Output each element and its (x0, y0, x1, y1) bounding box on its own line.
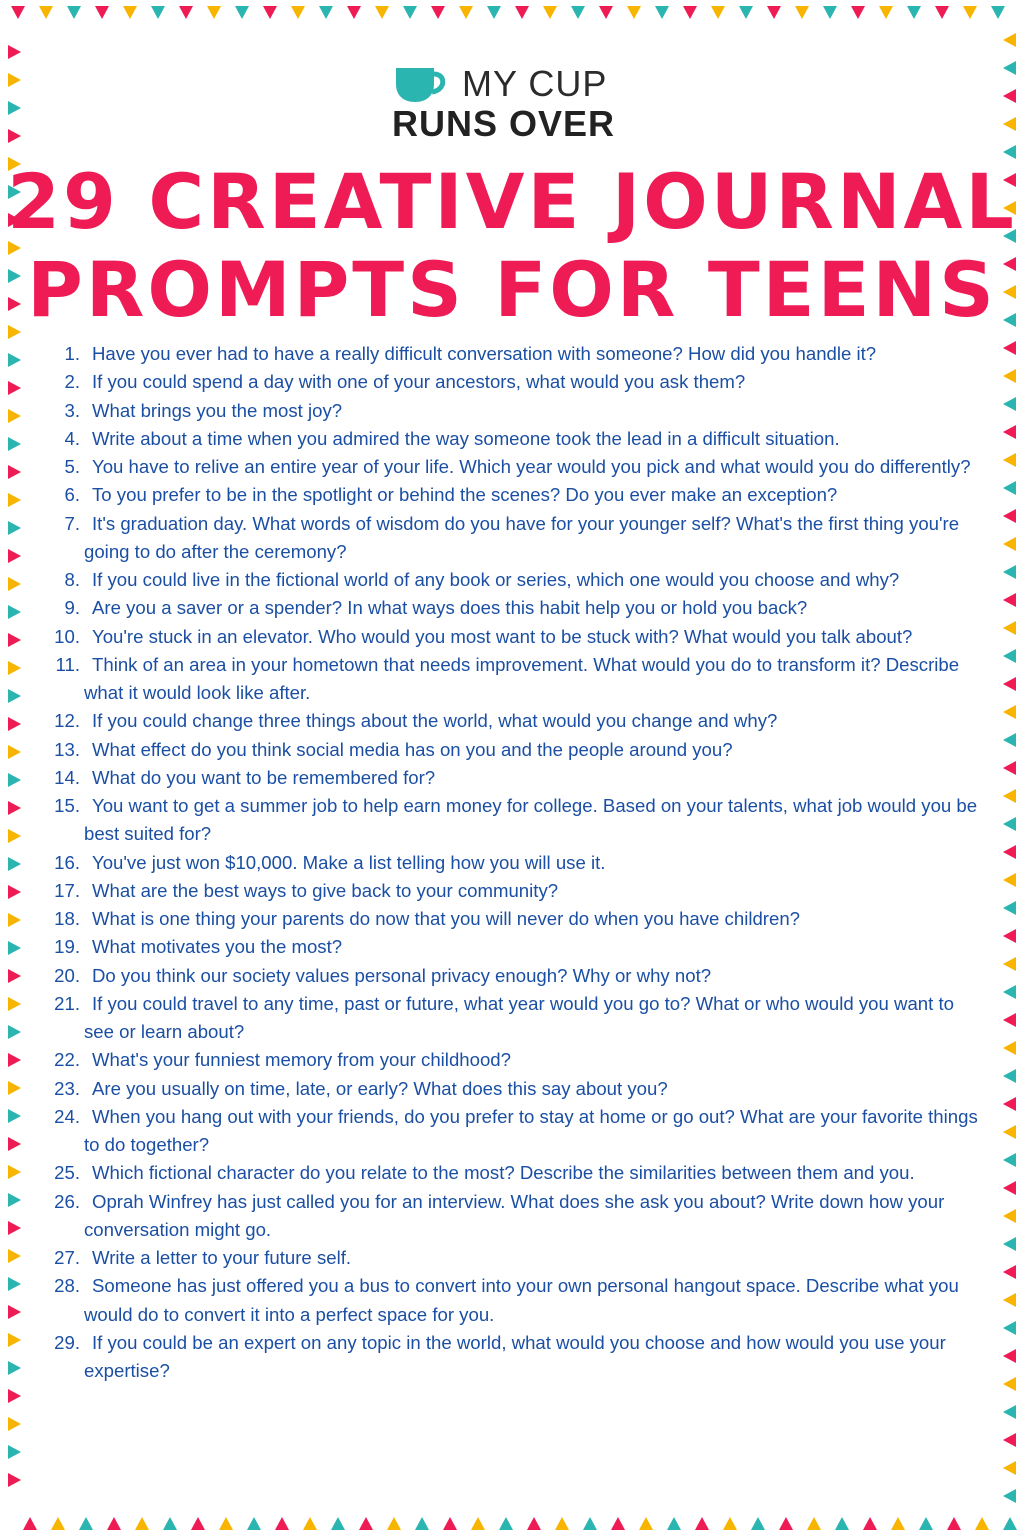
prompt-text: Oprah Winfrey has just called you for an interview. What does she ask you about? Write down how your conversation might go. (84, 1190, 945, 1240)
bunting-triangle (123, 6, 137, 19)
bunting-triangle (1003, 1489, 1016, 1503)
prompt-text: If you could travel to any time, past or future, what year would you go to? What or who would you want to see or learn about? (84, 992, 954, 1042)
list-item (50, 651, 980, 708)
bunting-triangle (319, 6, 333, 19)
bunting-triangle (1003, 1069, 1016, 1083)
bunting-triangle (8, 1445, 21, 1459)
bunting-triangle (135, 1517, 149, 1530)
bunting-triangle (1003, 677, 1016, 691)
list-item (50, 453, 980, 481)
list-item (50, 340, 980, 368)
bunting-triangle (443, 1517, 457, 1530)
bunting-triangle (8, 689, 21, 703)
list-item (50, 1075, 980, 1103)
bunting-triangle (375, 6, 389, 19)
bunting-triangle (1003, 789, 1016, 803)
bunting-triangle (583, 1517, 597, 1530)
bunting-triangle (599, 6, 613, 19)
prompt-number: 29. (54, 1331, 80, 1353)
bunting-triangle (275, 1517, 289, 1530)
bunting-triangle (8, 801, 21, 815)
bunting-triangle (1003, 1405, 1016, 1419)
bunting-triangle (807, 1517, 821, 1530)
prompt-number: 17. (54, 879, 80, 901)
prompt-text: You want to get a summer job to help earn money for college. Based on your talents, what job would you be best suited for? (84, 795, 978, 845)
bunting-triangle (1003, 929, 1016, 943)
bunting-triangle (8, 1137, 21, 1151)
prompt-number: 5. (64, 456, 80, 477)
prompt-number: 27. (54, 1247, 80, 1268)
list-item (50, 566, 980, 594)
bunting-triangle (1003, 565, 1016, 579)
bunting-triangle (1003, 1293, 1016, 1307)
bunting-triangle (8, 857, 21, 871)
bunting-triangle (235, 6, 249, 19)
bunting-triangle (991, 6, 1005, 19)
prompt-number: 26. (54, 1190, 80, 1212)
bunting-triangle (8, 997, 21, 1011)
list-item (50, 397, 980, 425)
brand-logo (0, 60, 1024, 144)
prompt-text: Are you a saver or a spender? In what ways does this habit help you or hold you back? (92, 597, 808, 619)
bunting-triangle (1003, 397, 1016, 411)
bunting-triangle (8, 661, 21, 675)
bunting-triangle (1003, 509, 1016, 523)
logo-text-line1: MY CUP (462, 63, 608, 104)
prompt-text: Write a letter to your future self. (92, 1247, 352, 1268)
bunting-triangle (8, 1081, 21, 1095)
bunting-triangle (527, 1517, 541, 1530)
bunting-triangle (1003, 1013, 1016, 1027)
prompt-number: 15. (54, 795, 80, 816)
title-line1: 29 CREATIVE JOURNAL (7, 157, 1017, 246)
bunting-triangle (543, 6, 557, 19)
bunting-triangle (179, 6, 193, 19)
bunting-triangle (1003, 341, 1016, 355)
prompt-text: Think of an area in your hometown that needs improvement. What would you do to transform it? Describe what it would look like after. (84, 653, 960, 703)
prompt-number: 14. (54, 766, 80, 788)
bunting-triangle (247, 1517, 261, 1530)
bunting-triangle (8, 577, 21, 591)
bunting-triangle (947, 1517, 961, 1530)
teacup-icon (394, 66, 450, 106)
bunting-triangle (1003, 873, 1016, 887)
bunting-triangle (1003, 1181, 1016, 1195)
bunting-triangle (8, 717, 21, 731)
prompt-number: 21. (54, 992, 80, 1014)
prompt-text: Someone has just offered you a bus to convert into your own personal hangout space. Describe what you would do to convert it into a perfect space for you. (84, 1275, 959, 1325)
list-item (50, 877, 980, 905)
bunting-triangle (1003, 733, 1016, 747)
bunting-triangle (1003, 649, 1016, 663)
bunting-triangle (459, 6, 473, 19)
list-item (50, 792, 980, 849)
prompt-text: What's your funniest memory from your childhood? (92, 1049, 511, 1071)
bunting-triangle (1003, 369, 1016, 383)
bunting-triangle (751, 1517, 765, 1530)
bunting-triangle (499, 1517, 513, 1530)
list-item (50, 849, 980, 877)
prompt-text: When you hang out with your friends, do you prefer to stay at home or go out? What are your favorite things to do together? (84, 1105, 978, 1155)
bunting-triangle (67, 6, 81, 19)
bunting-triangle (8, 1025, 21, 1039)
bunting-triangle (1003, 901, 1016, 915)
list-item (50, 481, 980, 509)
prompt-number: 25. (54, 1162, 80, 1184)
bunting-triangle (8, 941, 21, 955)
bunting-triangle (151, 6, 165, 19)
prompt-number: 6. (64, 484, 80, 506)
bunting-triangle (1003, 845, 1016, 859)
bunting-triangle (8, 829, 21, 843)
bunting-triangle (8, 773, 21, 787)
bunting-triangle (8, 1249, 21, 1263)
bunting-triangle (611, 1517, 625, 1530)
prompt-number: 28. (54, 1275, 80, 1297)
list-item (50, 1329, 980, 1386)
bunting-triangle (8, 1417, 21, 1431)
bunting-triangle (779, 1517, 793, 1530)
bunting-triangle (1003, 1349, 1016, 1363)
list-item (50, 1272, 980, 1329)
list-item (50, 707, 980, 735)
bunting-triangle (1003, 1153, 1016, 1167)
bunting-triangle (8, 1193, 21, 1207)
bunting-triangle (963, 6, 977, 19)
bunting-triangle (1003, 1321, 1016, 1335)
bunting-triangle (1003, 537, 1016, 551)
bunting-triangle (907, 6, 921, 19)
list-item (50, 1188, 980, 1245)
bunting-triangle (8, 409, 21, 423)
bunting-triangle (207, 6, 221, 19)
bunting-triangle (639, 1517, 653, 1530)
prompt-number: 1. (64, 343, 80, 364)
list-item (50, 962, 980, 990)
prompt-text: What do you want to be remembered for? (92, 766, 436, 788)
list-item (50, 1103, 980, 1160)
bunting-triangle (1003, 985, 1016, 999)
bunting-triangle (8, 465, 21, 479)
bunting-triangle (555, 1517, 569, 1530)
bunting-triangle (851, 6, 865, 19)
bunting-triangle (1003, 1209, 1016, 1223)
prompt-number: 11. (55, 653, 80, 675)
bunting-triangle (1003, 453, 1016, 467)
prompt-number: 8. (64, 569, 80, 590)
bunting-triangle (667, 1517, 681, 1530)
bunting-triangle (403, 6, 417, 19)
prompt-text: What effect do you think social media has on you and the people around you? (92, 738, 733, 760)
bunting-triangle (347, 6, 361, 19)
prompt-number: 19. (54, 936, 80, 958)
prompt-text: You've just won $10,000. Make a list telling how you will use it. (92, 851, 606, 873)
bunting-triangle (1003, 593, 1016, 607)
bunting-triangle (8, 969, 21, 983)
prompt-number: 13. (54, 738, 80, 760)
bunting-triangle (695, 1517, 709, 1530)
prompt-text: Do you think our society values personal privacy enough? Why or why not? (92, 964, 712, 986)
prompt-number: 9. (64, 597, 80, 619)
bunting-triangle (191, 1517, 205, 1530)
bunting-triangle (1003, 33, 1016, 47)
prompt-number: 24. (54, 1105, 80, 1127)
list-item (50, 764, 980, 792)
list-item (50, 510, 980, 567)
bunting-triangle (8, 1473, 21, 1487)
bunting-triangle (8, 1305, 21, 1319)
bunting-triangle (1003, 621, 1016, 635)
bunting-triangle (263, 6, 277, 19)
page-title (0, 158, 1024, 334)
bunting-triangle (51, 1517, 65, 1530)
list-item (50, 736, 980, 764)
prompt-number: 23. (54, 1077, 80, 1099)
bunting-triangle (8, 1277, 21, 1291)
bunting-triangle (8, 493, 21, 507)
bunting-triangle (919, 1517, 933, 1530)
list-item (50, 623, 980, 651)
bunting-triangle (723, 1517, 737, 1530)
bunting-triangle (8, 605, 21, 619)
bunting-triangle (219, 1517, 233, 1530)
prompt-number: 20. (54, 964, 80, 986)
prompt-number: 3. (64, 399, 80, 421)
prompt-number: 7. (64, 512, 80, 534)
bunting-triangle (683, 6, 697, 19)
bunting-triangle (8, 913, 21, 927)
bunting-triangle (8, 353, 21, 367)
bunting-triangle (331, 1517, 345, 1530)
prompt-text: You have to relive an entire year of your life. Which year would you pick and what would you do differently? (92, 456, 971, 477)
prompt-list (50, 340, 980, 1385)
bunting-triangle (571, 6, 585, 19)
prompt-text: Have you ever had to have a really difficult conversation with someone? How did you handle it? (92, 343, 877, 364)
bunting-triangle (863, 1517, 877, 1530)
bunting-triangle (8, 745, 21, 759)
prompt-number: 10. (54, 625, 80, 647)
bunting-triangle (471, 1517, 485, 1530)
bunting-triangle (1003, 761, 1016, 775)
title-line2: PROMPTS FOR TEENS (27, 245, 997, 334)
prompt-text: If you could spend a day with one of your ancestors, what would you ask them? (92, 371, 746, 393)
list-item (50, 368, 980, 396)
prompt-text: Are you usually on time, late, or early? What does this say about you? (92, 1077, 668, 1099)
list-item (50, 990, 980, 1047)
bunting-triangle (303, 1517, 317, 1530)
prompt-number: 12. (54, 710, 80, 732)
bunting-triangle (8, 1389, 21, 1403)
bunting-triangle (8, 1053, 21, 1067)
list-item (50, 905, 980, 933)
bunting-triangle (8, 1361, 21, 1375)
bunting-triangle (795, 6, 809, 19)
bunting-triangle (1003, 1265, 1016, 1279)
bunting-triangle (767, 6, 781, 19)
bunting-triangle (8, 1165, 21, 1179)
bunting-triangle (1003, 1433, 1016, 1447)
prompt-text: If you could be an expert on any topic in the world, what would you choose and how would you use your expertise? (84, 1331, 946, 1381)
bunting-triangle (711, 6, 725, 19)
prompt-text: If you could live in the fictional world of any book or series, which one would you choose and why? (92, 569, 900, 590)
bunting-triangle (891, 1517, 905, 1530)
prompt-number: 2. (64, 371, 80, 393)
prompt-text: You're stuck in an elevator. Who would you most want to be stuck with? What would you talk about? (92, 625, 913, 647)
list-item (50, 1159, 980, 1187)
bunting-triangle (291, 6, 305, 19)
bunting-triangle (879, 6, 893, 19)
list-item (50, 1244, 980, 1272)
bunting-triangle (975, 1517, 989, 1530)
bunting-triangle (1003, 957, 1016, 971)
bunting-triangle (1003, 705, 1016, 719)
bunting-triangle (1003, 1517, 1017, 1530)
prompt-text: What is one thing your parents do now that you will never do when you have children? (92, 908, 801, 929)
bunting-triangle (415, 1517, 429, 1530)
bunting-triangle (1003, 1237, 1016, 1251)
bunting-triangle (823, 6, 837, 19)
bunting-triangle (8, 549, 21, 563)
prompt-text: Which fictional character do you relate to the most? Describe the similarities between them and you. (92, 1162, 915, 1184)
bunting-triangle (1003, 1377, 1016, 1391)
bunting-triangle (655, 6, 669, 19)
bunting-triangle (8, 1221, 21, 1235)
bunting-triangle (23, 1517, 37, 1530)
prompt-number: 16. (54, 851, 80, 873)
bunting-triangle (1003, 1461, 1016, 1475)
prompt-text: If you could change three things about the world, what would you change and why? (92, 710, 778, 732)
list-item (50, 933, 980, 961)
list-item (50, 1046, 980, 1074)
bunting-triangle (8, 1109, 21, 1123)
bunting-triangle (935, 6, 949, 19)
bunting-triangle (359, 1517, 373, 1530)
bunting-triangle (8, 437, 21, 451)
bunting-triangle (835, 1517, 849, 1530)
bunting-triangle (1003, 481, 1016, 495)
prompt-text: What brings you the most joy? (92, 399, 343, 421)
prompt-number: 18. (54, 908, 80, 929)
list-item (50, 594, 980, 622)
bunting-triangle (163, 1517, 177, 1530)
bunting-triangle (1003, 817, 1016, 831)
bunting-triangle (11, 6, 25, 19)
bunting-triangle (515, 6, 529, 19)
bunting-triangle (487, 6, 501, 19)
bunting-triangle (8, 1333, 21, 1347)
bunting-triangle (8, 633, 21, 647)
list-item (50, 425, 980, 453)
bunting-triangle (8, 381, 21, 395)
bunting-triangle (1003, 425, 1016, 439)
bunting-triangle (739, 6, 753, 19)
bunting-triangle (107, 1517, 121, 1530)
logo-text-line2: RUNS OVER (392, 103, 616, 144)
bunting-triangle (1003, 1041, 1016, 1055)
bunting-triangle (387, 1517, 401, 1530)
prompt-text: Write about a time when you admired the way someone took the lead in a difficult situation. (92, 427, 840, 449)
bunting-triangle (1003, 1125, 1016, 1139)
bunting-triangle (627, 6, 641, 19)
bunting-triangle (8, 885, 21, 899)
prompt-text: To you prefer to be in the spotlight or behind the scenes? Do you ever make an exception? (92, 484, 838, 506)
bunting-triangle (8, 45, 21, 59)
bunting-triangle (95, 6, 109, 19)
bunting-triangle (1003, 1097, 1016, 1111)
bunting-triangle (39, 6, 53, 19)
prompt-text: It's graduation day. What words of wisdom do you have for your younger self? What's the first thing you're going to do after the ceremony? (84, 512, 960, 562)
prompt-text: What are the best ways to give back to your community? (92, 879, 559, 901)
prompt-number: 4. (64, 427, 80, 449)
bunting-triangle (8, 521, 21, 535)
prompt-text: What motivates you the most? (92, 936, 343, 958)
prompt-number: 22. (54, 1049, 80, 1071)
bunting-triangle (79, 1517, 93, 1530)
bunting-triangle (431, 6, 445, 19)
